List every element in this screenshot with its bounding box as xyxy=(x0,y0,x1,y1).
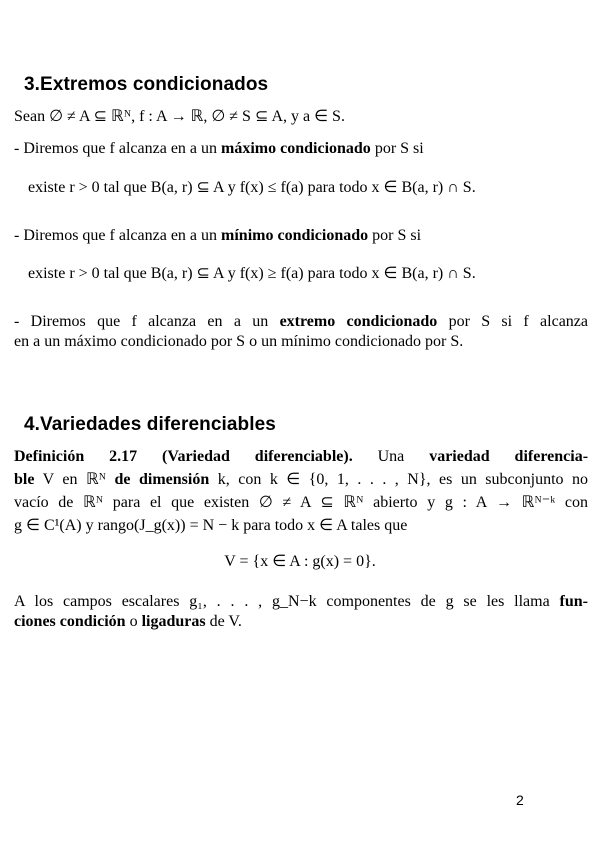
term-minimo-condicionado: mínimo condicionado xyxy=(221,227,369,244)
constraint-line-1: A los campos escalares g₁, . . . , g_N−k componentes de g se les llama fun- xyxy=(14,593,588,610)
min-definition-line: - Diremos que f alcanza en a un mínimo condicionado por S si xyxy=(14,227,422,244)
section-3-intro: Sean ∅ ≠ A ⊆ ℝᴺ, f : A → ℝ, ∅ ≠ S ⊆ A, y a ∈ S. xyxy=(14,108,345,125)
section-3-heading: 3.Extremos condicionados xyxy=(24,74,269,95)
min-condition-line: existe r > 0 tal que B(a, r) ⊆ A y f(x) ≥ f(a) para todo x ∈ B(a, r) ∩ S. xyxy=(28,265,476,282)
term-ligaduras: ligaduras xyxy=(141,613,206,630)
max-condition-line: existe r > 0 tal que B(a, r) ⊆ A y f(x) ≤ f(a) para todo x ∈ B(a, r) ∩ S. xyxy=(28,179,476,196)
section-4-heading: 4.Variedades diferenciables xyxy=(24,414,276,435)
term-maximo-condicionado: máximo condicionado xyxy=(221,140,371,157)
term-funciones-condicion: ciones condición xyxy=(14,613,126,630)
extremo-definition-line-2: en a un máximo condicionado por S o un mínimo condicionado por S. xyxy=(14,333,464,350)
definition-line-4: g ∈ C¹(A) y rango(J_g(x)) = N − k para todo x ∈ A tales que xyxy=(14,517,408,534)
definition-line-1: Definición 2.17 (Variedad diferenciable). Una variedad diferencia- xyxy=(14,448,589,465)
page-number: 2 xyxy=(516,792,524,808)
equation: V = {x ∈ A : g(x) = 0}. xyxy=(224,553,376,570)
extremo-definition-line: - Diremos que f alcanza en a un extremo condicionado por S si f alcanza xyxy=(14,313,589,330)
definition-label: Definición 2.17 (Variedad diferenciable). xyxy=(14,448,353,465)
max-definition-line: - Diremos que f alcanza en a un máximo condicionado por S si xyxy=(14,140,424,157)
definition-line-2: ble V en ℝᴺ de dimensión k, con k ∈ {0, 1, . . . , N}, es un subconjunto no xyxy=(14,471,588,488)
term-extremo-condicionado: extremo condicionado xyxy=(279,313,438,330)
definition-line-3: vacío de ℝᴺ para el que existen ∅ ≠ A ⊆ ℝᴺ abierto y g : A → ℝᴺ⁻ᵏ con xyxy=(14,494,588,511)
constraint-line-2: ciones condición o ligaduras de V. xyxy=(14,613,242,630)
